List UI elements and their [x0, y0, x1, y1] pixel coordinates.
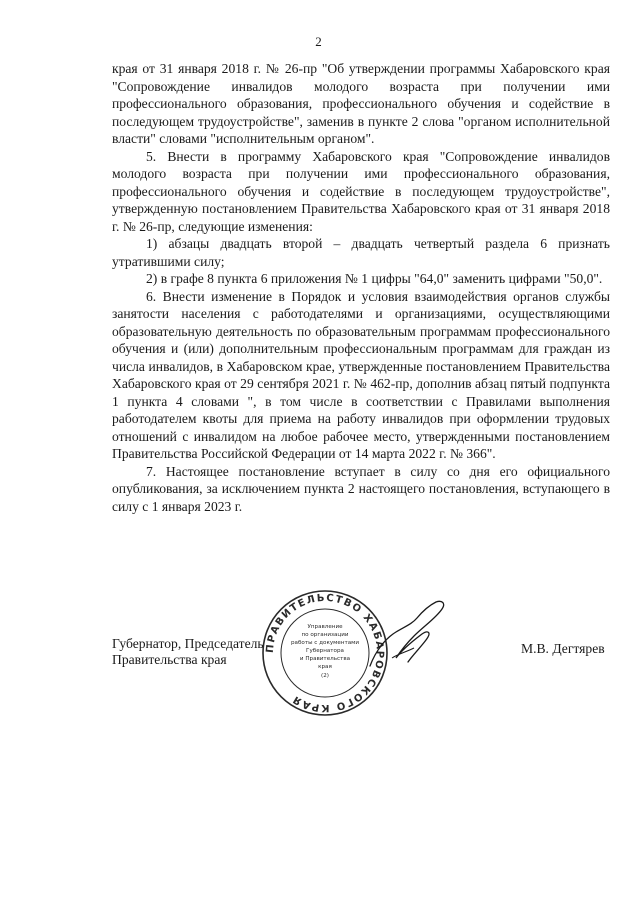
page-number: 2	[315, 34, 322, 49]
handwritten-signature	[362, 596, 452, 676]
paragraph: 7. Настоящее постановление вступает в силу со дня его официального опубликования, за исключением пункта 2 настоящего постановления, вступающего в силу с 1 января 2023 г.	[112, 463, 610, 514]
signatory-name: М.В. Дегтярев	[521, 641, 605, 656]
position-line: Правительства края	[112, 651, 227, 667]
seal-line: Управление	[307, 624, 343, 630]
paragraph: 6. Внести изменение в Порядок и условия взаимодействия органов службы занятости населения с работодателями и организациями, осуществляющими образовательную деятельность по образовательным программам профессионального обучения и (или) дополнительным профессиональным программам для граждан из числа инвалидов, в Хабаровском крае, утвержденные постановлением Правительства Хабаровского края от 29 сентября 2021 г. № 462-пр, дополнив абзац пятый подпункта 1 пункта 4 словами ", в том числе в соответствии с Правилами выполнения работодателем квоты для приема на работу инвалидов при оформлении трудовых отношений с инвалидом на любое рабочее место, утвержденными постановлением Правительства Российской Федерации от 14 марта 2022 г. № 366".	[112, 288, 610, 461]
seal-line: края	[318, 664, 332, 670]
seal-line: работы с документами	[291, 640, 359, 646]
paragraph: 5. Внести в программу Хабаровского края "Сопровождение инвалидов молодого возраста при получении ими профессионального образования, профессионального обучения и содействие в последующем трудоустройстве", утвержденную постановлением Правительства Хабаровского края от 31 января 2018 г. № 26-пр, следующие изменения:	[112, 148, 610, 234]
paragraph: 2) в графе 8 пункта 6 приложения № 1 цифры "64,0" заменить цифрами "50,0".	[146, 271, 603, 286]
paragraph: 1) абзацы двадцать второй – двадцать четвертый раздела 6 признать утратившими силу;	[112, 236, 610, 269]
seal-line: (2)	[321, 673, 329, 679]
svg-text:ПРАВИТЕЛЬСТВО ХАБАРОВСКОГО КРА: ПРАВИТЕЛЬСТВО ХАБАРОВСКОГО КРАЯ	[264, 592, 386, 714]
signatory-position	[112, 636, 264, 667]
seal-line: Губернатора	[306, 648, 344, 654]
document-body	[112, 60, 610, 515]
position-line: Губернатор, Председатель	[112, 636, 264, 651]
paragraph: края от 31 января 2018 г. № 26-пр "Об утверждении программы Хабаровского края "Сопровождение инвалидов молодого возраста при получении ими профессионального образования, профессионального обучения и содействие в последующем трудоустройстве", заменив в пункте 2 слова "органом исполнительной власти" словами "исполнительным органом".	[112, 61, 610, 146]
seal-line: и Правительства	[299, 656, 351, 662]
seal-line: по организации	[301, 632, 349, 638]
